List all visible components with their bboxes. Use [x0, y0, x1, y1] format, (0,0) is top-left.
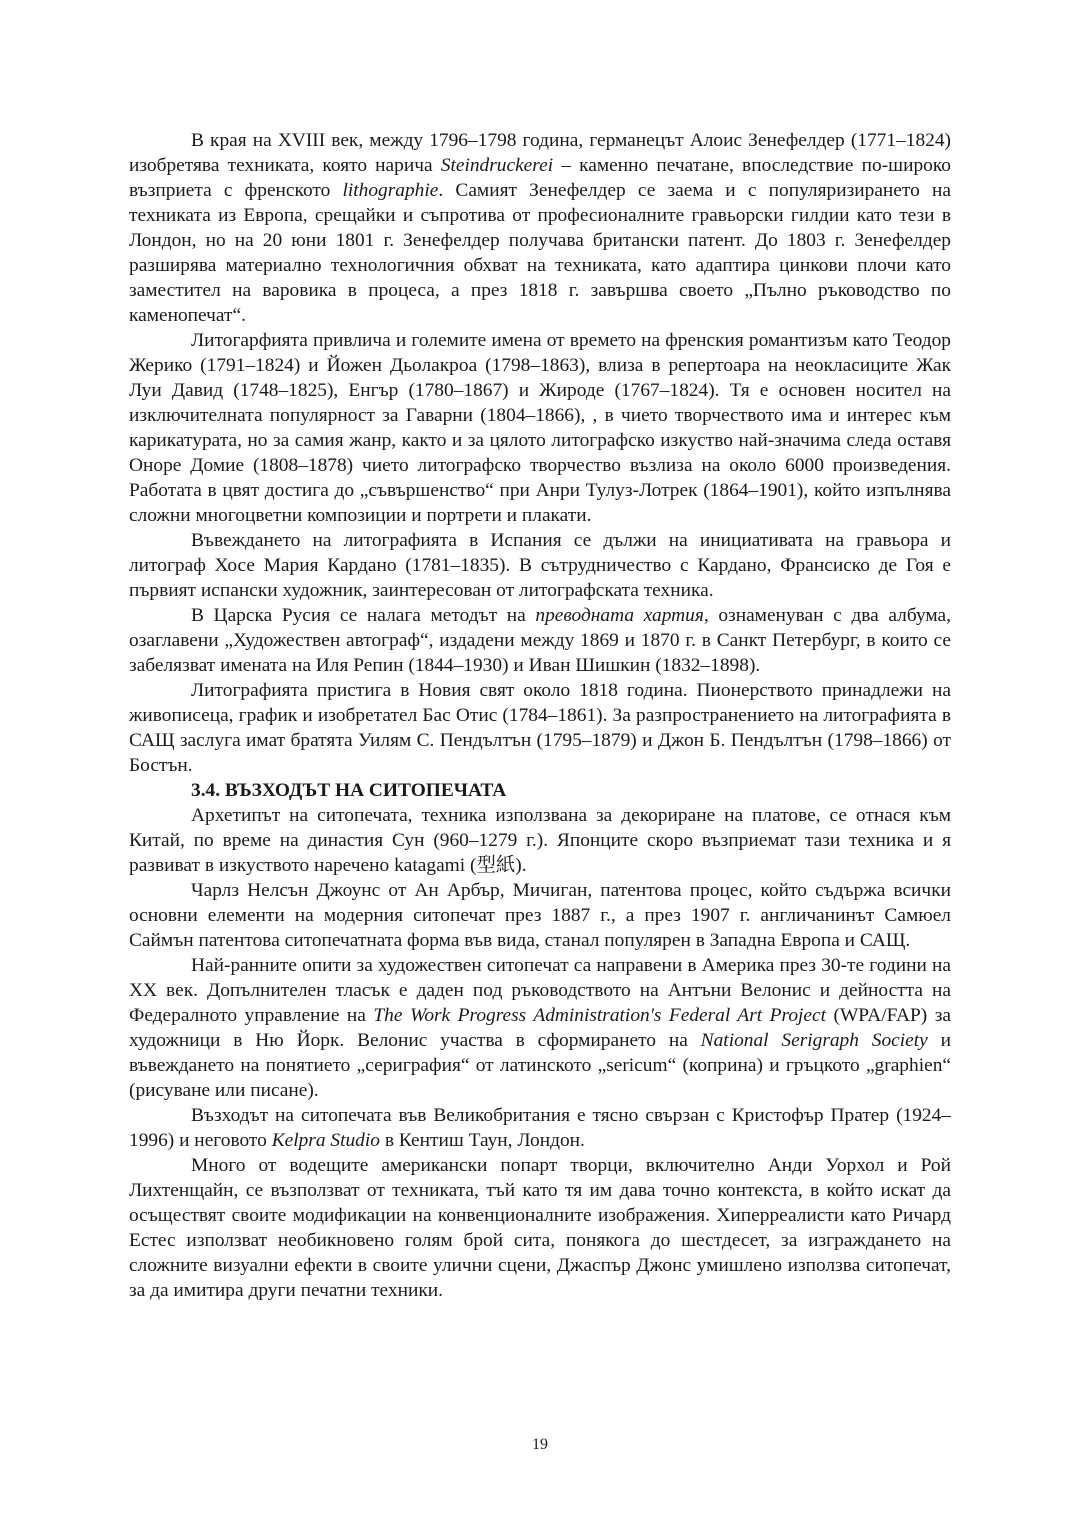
text-segment: Литогарфията привлича и големите имена от времето на френския романтизъм като Теодор Жерико (1791–1824) и Йожен Дьолакроа (1798–1863), влиза в репертоара на неокласиците Жак Луи Давид (1748–1825), Енгър (1780–1867) и Жироде (1767–1824). Тя е основен носител на изключителната популярност за Гаварни (1804–1866), , в чието творчеството има и интерес към карикатурата, но за самия жанр, както и за цялото литографско изкуство най-значима следа оставя Оноре Домие (1808–1878) чието литографско творчество възлиза на около 6000 произведения. Работата в цвят достига до „съвършенство“ при Анри Тулуз-Лотрек (1864–1901), който изпълнява сложни многоцветни композиции и портрети и плакати. — [129, 330, 951, 526]
text-segment: В Царска Русия се налага методът на — [191, 605, 536, 626]
paragraph — [129, 1153, 951, 1303]
paragraph — [129, 678, 951, 778]
paragraph — [129, 878, 951, 953]
paragraph — [129, 128, 951, 328]
paragraph — [129, 603, 951, 678]
text-segment: Архетипът на ситопечата, техника използвана за декориране на платове, се отнася към Китай, по време на династия Сун (960–1279 г.). Японците скоро възприемат тази техника и я развиват в изкуството наречено katagami (型紙). — [129, 805, 951, 876]
text-segment: Най-ранните опити за художествен ситопечат са направени в Америка през 30-те години на XX век. Допълнителен тласък е даден под ръководството на Антъни Велонис и дейността на Федералното управление на — [129, 955, 951, 1026]
text-segment: в Кентиш Таун, Лондон. — [379, 1130, 585, 1151]
italic-text: Steindruckerei — [440, 155, 554, 176]
section-lithography — [129, 128, 951, 778]
text-segment: и въвеждането на понятието „сериграфия“ от латинското „sericum“ (коприна) и гръцкото „graphien“ (рисуване или писане). — [129, 1030, 951, 1101]
section-heading: 3.4. ВЪЗХОДЪТ НА СИТОПЕЧАТА — [191, 780, 507, 801]
text-segment: (WPA/FAP) за художници в Ню Йорк. Велонис участва в сформирането на — [129, 1005, 951, 1051]
text-segment: Литографията пристига в Новия свят около 1818 година. Пионерството принадлежи на живописеца, график и изобретател Бас Отис (1784–1861). За разпространението на литографията в САЩ заслуга имат братята Уилям С. Пендълтън (1795–1879) и Джон Б. Пендълтън (1798–1866) от Бостън. — [129, 680, 951, 776]
text-segment: , ознаменуван с два албума, озаглавени „Художествен автограф“, издадени между 1869 и 1870 г. в Санкт Петербург, в които се забелязват имената на Иля Репин (1844–1930) и Иван Шишкин (1832–1898). — [129, 605, 951, 676]
page-number: 19 — [532, 1436, 548, 1453]
text-segment: Въвеждането на литографията в Испания се дължи на инициативата на гравьора и литограф Хосе Мария Кардано (1781–1835). В сътрудничество с Кардано, Франсиско де Гоя е първият испански художник, заинтересован от литографската техника. — [129, 530, 951, 601]
text-segment: – каменно печатане, впоследствие по-широко възприета с френското — [129, 155, 951, 201]
text-segment: Възходът на ситопечата във Великобритания е тясно свързан с Кристофър Пратер (1924–1996) и неговото — [129, 1105, 951, 1151]
paragraph — [129, 328, 951, 528]
text-segment: Чарлз Нелсън Джоунс от Ан Арбър, Мичиган, патентова процес, който съдържа всички основни елементи на модерния ситопечат през 1887 г., а през 1907 г. англичанинът Самюел Саймън патентова ситопечатната форма във вида, станал популярен в Западна Европа и САЩ. — [129, 880, 951, 951]
text-segment: Много от водещите американски попарт творци, включително Анди Уорхол и Рой Лихтенщайн, се възползват от техниката, тъй като тя им дава точно контекста, в който искат да осъществят своите модификации на конвенционалните изображения. Хиперреалисти като Ричард Естес използват необикновено голям брой сита, понякога до шестдесет, за изграждането на сложните визуални ефекти в своите улични сцени, Джаспър Джонс умишлено използва ситопечат, за да имитира други печатни техники. — [129, 1155, 951, 1301]
paragraph — [129, 1103, 951, 1153]
document-body — [129, 128, 951, 1303]
section-screenprint — [129, 803, 951, 1303]
italic-text: преводната хартия — [535, 605, 704, 626]
italic-text: The Work Progress Administration's Federal Art Project — [373, 1005, 827, 1026]
italic-text: lithographie — [342, 180, 439, 201]
italic-text: Kelpra Studio — [271, 1130, 380, 1151]
paragraph — [129, 528, 951, 603]
paragraph — [129, 953, 951, 1103]
paragraph — [129, 803, 951, 878]
text-segment: В края на XVIII век, между 1796–1798 година, германецът Алоис Зенефелдер (1771–1824) изобретява техниката, която нарича — [129, 130, 951, 176]
italic-text: National Serigraph Society — [700, 1030, 928, 1051]
text-segment: . Самият Зенефелдер се заема и с популяризирането на техниката из Европа, срещайки и съпротива от професионалните гравьорски гилдии като тези в Лондон, но на 20 юни 1801 г. Зенефелдер получава британски патент. До 1803 г. Зенефелдер разширява материално технологичния обхват на техниката, като адаптира цинкови плочи като заместител на варовика в процеса, а през 1818 г. завършва своето „Пълно ръководство по каменопечат“. — [129, 180, 951, 326]
